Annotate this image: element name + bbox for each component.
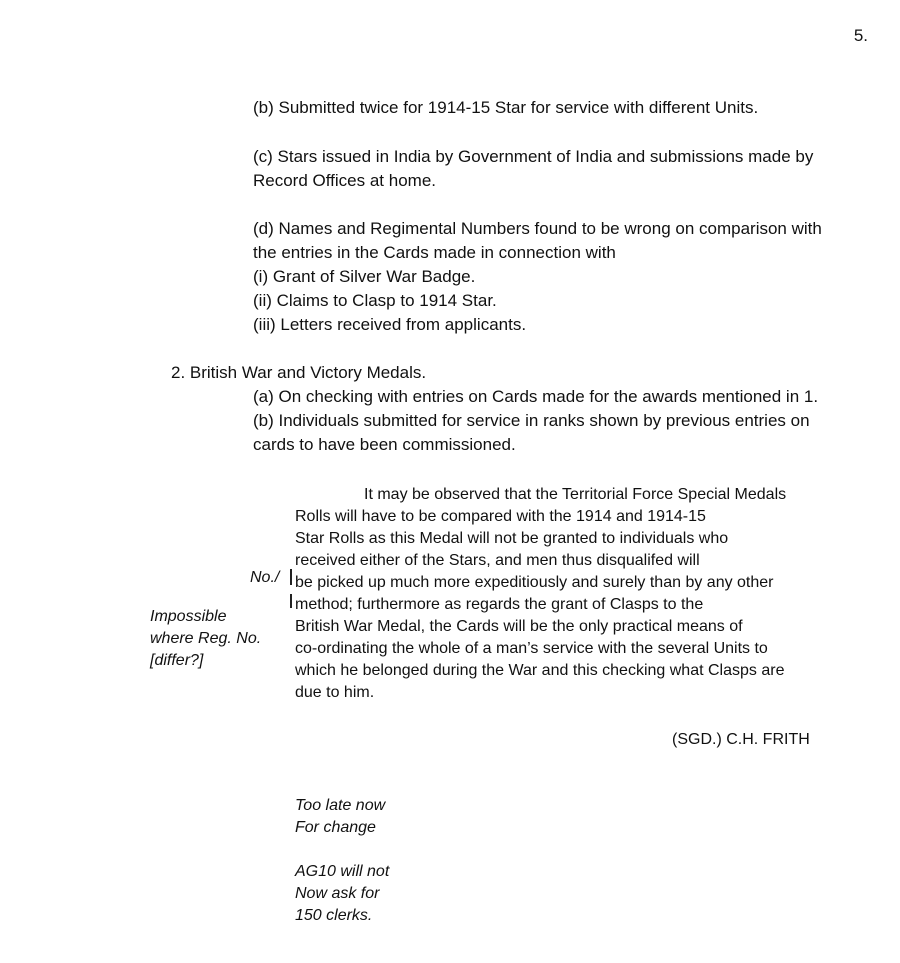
section-2-heading: 2. British War and Victory Medals. — [171, 363, 427, 382]
note-2-line-2: Now ask for — [295, 885, 380, 902]
note-1-line-1: Too late now — [295, 797, 386, 814]
item-1d-sub-i: (i) Grant of Silver War Badge. — [253, 267, 476, 286]
item-1d-line-1: (d) Names and Regimental Numbers found to be wrong on comparison with — [253, 219, 822, 238]
observation-line-4: received either of the Stars, and men thus disqualifed will — [295, 552, 700, 569]
observation-line-10: due to him. — [295, 684, 375, 701]
margin-note-line-3: [differ?] — [150, 652, 204, 669]
handwritten-note-1 — [295, 795, 385, 839]
margin-note-line-1: Impossible — [150, 608, 227, 625]
item-2b-line-2: cards to have been commissioned. — [253, 435, 516, 454]
observation-line-1: It may be observed that the Territorial Force Special Medals — [364, 486, 787, 503]
item-1c — [253, 145, 813, 193]
margin-bar-1 — [290, 569, 292, 585]
margin-bar-2 — [290, 594, 292, 608]
item-2a: (a) On checking with entries on Cards made for the awards mentioned in 1. — [253, 387, 819, 406]
note-2-line-1: AG10 will not — [295, 863, 390, 880]
page-number: 5. — [853, 26, 868, 45]
item-1d-sub-ii: (ii) Claims to Clasp to 1914 Star. — [253, 291, 497, 310]
observation-line-7: British War Medal, the Cards will be the only practical means of — [295, 618, 743, 635]
item-1c-line-2: Record Offices at home. — [253, 171, 436, 190]
observation-line-2: Rolls will have to be compared with the 1914 and 1914-15 — [295, 508, 706, 525]
observation-paragraph — [295, 484, 786, 704]
margin-note-line-2: where Reg. No. — [150, 630, 262, 647]
observation-line-9: which he belonged during the War and this checking what Clasps are — [295, 662, 785, 679]
item-2b-line-1: (b) Individuals submitted for service in ranks shown by previous entries on — [253, 411, 810, 430]
item-1d-sub-iii: (iii) Letters received from applicants. — [253, 315, 527, 334]
note-1-line-2: For change — [295, 819, 376, 836]
observation-line-5: be picked up much more expeditiously and surely than by any other — [295, 574, 774, 591]
item-1d — [253, 217, 822, 337]
section-2-items — [253, 385, 818, 457]
margin-annotation-no: No./ — [250, 569, 280, 586]
handwritten-note-2 — [295, 861, 389, 927]
observation-line-8: co-ordinating the whole of a man’s service with the several Units to — [295, 640, 768, 657]
margin-note — [150, 606, 261, 672]
observation-line-3: Star Rolls as this Medal will not be granted to individuals who — [295, 530, 729, 547]
signature: (SGD.) C.H. FRITH — [672, 731, 810, 748]
note-2-line-3: 150 clerks. — [295, 907, 373, 924]
item-1b: (b) Submitted twice for 1914-15 Star for service with different Units. — [253, 98, 759, 117]
item-1d-line-2: the entries in the Cards made in connection with — [253, 243, 616, 262]
item-1c-line-1: (c) Stars issued in India by Government of India and submissions made by — [253, 147, 814, 166]
observation-line-6: method; furthermore as regards the grant of Clasps to the — [295, 596, 704, 613]
